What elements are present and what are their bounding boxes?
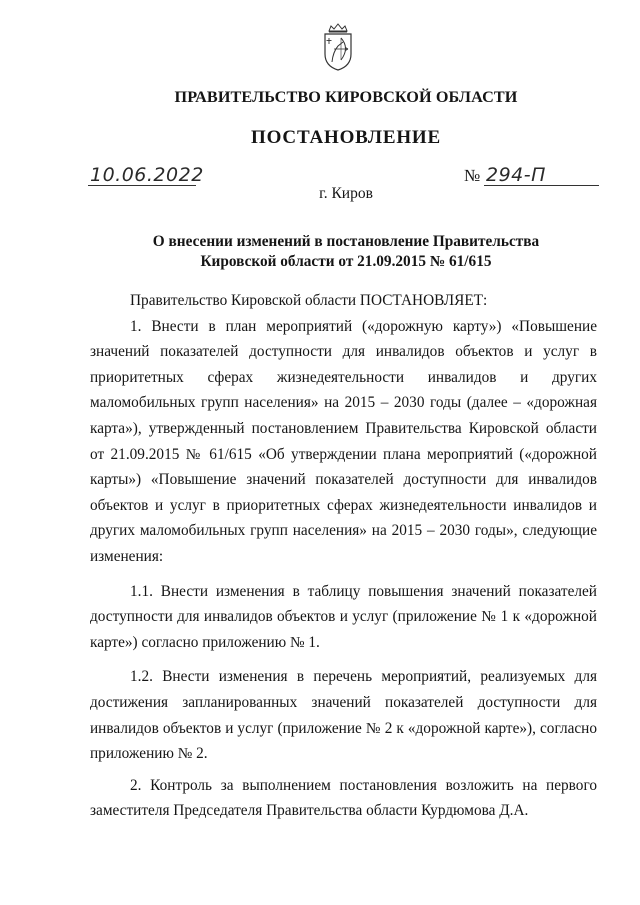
- city: г. Киров: [319, 185, 373, 202]
- paragraph-item-1-2: 1.2. Внести изменения в перечень мероприятий, реализуемых для достижения запланированных значений показателей доступности для инвалидов объектов и услуг (приложение № 2 к «дорожной карте»), согласно приложению № 2.: [90, 668, 597, 763]
- document-number: 294-П: [486, 164, 546, 186]
- paragraph-item-1-1: 1.1. Внести изменения в таблицу повышения значений показателей доступности для инвалидов объектов и услуг (приложение № 1 к «дорожной карте») согласно приложению № 1.: [90, 582, 597, 651]
- preamble: Правительство Кировской области ПОСТАНОВЛЯЕТ:: [130, 292, 488, 309]
- organization-name: ПРАВИТЕЛЬСТВО КИРОВСКОЙ ОБЛАСТИ: [174, 88, 518, 106]
- document-body: [90, 288, 597, 824]
- document-title: [120, 232, 572, 272]
- title-line-2: Кировской области от 21.09.2015 № 61/615: [200, 253, 492, 270]
- document-type: ПОСТАНОВЛЕНИЕ: [251, 127, 441, 148]
- paragraph-item-1: 1. Внести в план мероприятий («дорожную карту») «Повышение значений показателей доступности для инвалидов объектов и услуг в приоритетных сферах жизнедеятельности инвалидов и других маломобильных групп населения» на 2015 – 2030 годы (далее – «дорожная карта»), утвержденный постановлением Правительства Кировской области от 21.09.2015 № 61/615 «Об утверждении плана мероприятий («дорожной карты») «Повышение значений показателей доступности для инвалидов объектов и услуг в приоритетных сферах жизнедеятельности инвалидов и других маломобильных групп населения» на 2015 – 2030 годы», следующие изменения:: [90, 317, 597, 565]
- paragraph-item-2: 2. Контроль за выполнением постановления возложить на первого заместителя Председателя Правительства области Курдюмова Д.А.: [90, 776, 597, 820]
- coat-of-arms-icon: [319, 22, 357, 72]
- document-date: 10.06.2022: [90, 164, 204, 186]
- title-line-1: О внесении изменений в постановление Правительства: [152, 233, 540, 250]
- number-sign: №: [464, 166, 481, 185]
